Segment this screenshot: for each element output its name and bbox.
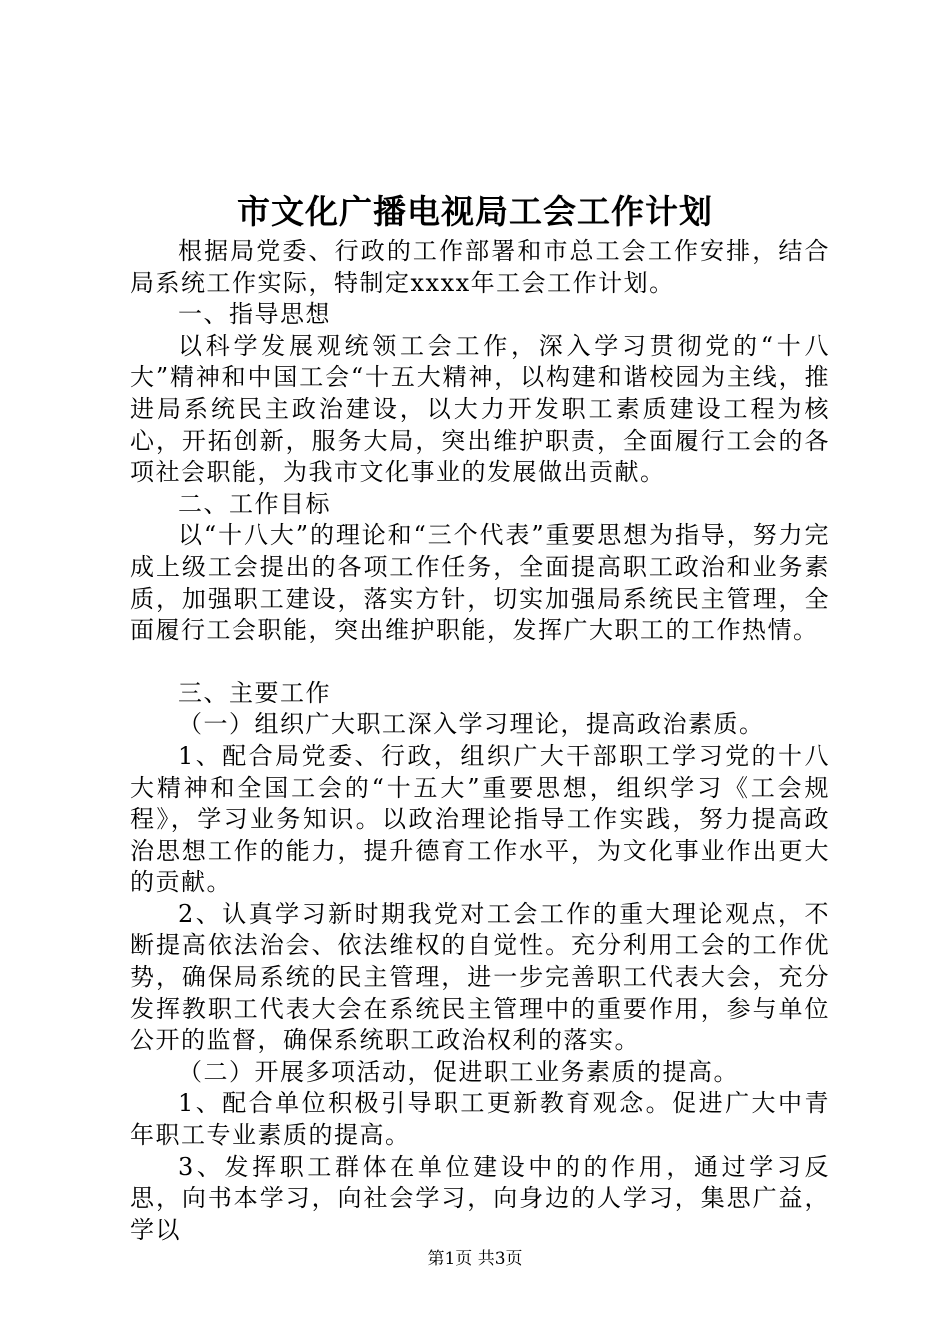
- section-heading-work-goals: 二、工作目标: [178, 489, 331, 518]
- paragraph-guiding-ideology: 以科学发展观统领工会工作，深入学习贯彻党的“十八大”精神和中国工会“十五大精神，以构建和谐校园为主线，推进局系统民主政治建设，以大力开发职工素质建设工程为核心，开拓创新，服务大局，突出维护职责，全面履行工会的各项社会职能，为我市文化事业的发展做出贡献。: [130, 331, 830, 487]
- page-footer: 第1页 共3页: [427, 1249, 523, 1269]
- section-heading-main-work: 三、主要工作: [178, 678, 331, 707]
- section-heading-guiding-ideology: 一、指导思想: [178, 300, 331, 329]
- paragraph-item-1: 1、配合局党委、行政，组织广大干部职工学习党的十八大精神和全国工会的“十五大”重要思想，组织学习《工会规程》，学习业务知识。以政治理论指导工作实践，努力提高政治思想工作的能力，提升德育工作水平，为文化事业作出更大的贡献。: [130, 741, 830, 897]
- document-title: 市文化广播电视局工会工作计划: [237, 192, 713, 231]
- subsection-heading-2: （二）开展多项活动，促进职工业务素质的提高。: [178, 1057, 739, 1086]
- document-body: [130, 236, 830, 1246]
- paragraph-item-3: 1、配合单位积极引导职工更新教育观念。促进广大中青年职工专业素质的提高。: [130, 1089, 830, 1150]
- intro-paragraph: 根据局党委、行政的工作部署和市总工会工作安排，结合局系统工作实际，特制定xxxx年工会工作计划。: [130, 237, 830, 297]
- subsection-heading-1: （一）组织广大职工深入学习理论，提高政治素质。: [178, 710, 765, 739]
- paragraph-item-2: 2、认真学习新时期我党对工会工作的重大理论观点，不断提高依法治会、依法维权的自觉性。充分利用工会的工作优势，确保局系统的民主管理，进一步完善职工代表大会，充分发挥教职工代表大会在系统民主管理中的重要作用，参与单位公开的监督，确保系统职工政治权利的落实。: [130, 899, 830, 1055]
- paragraph-item-4: 3、发挥职工群体在单位建设中的的作用，通过学习反思，向书本学习，向社会学习，向身边的人学习，集思广益，学以: [130, 1152, 830, 1244]
- paragraph-work-goals: 以“十八大”的理论和“三个代表”重要思想为指导，努力完成上级工会提出的各项工作任务，全面提高职工政治和业务素质，加强职工建设，落实方针，切实加强局系统民主管理，全面履行工会职能，突出维护职能，发挥广大职工的工作热情。: [130, 521, 830, 645]
